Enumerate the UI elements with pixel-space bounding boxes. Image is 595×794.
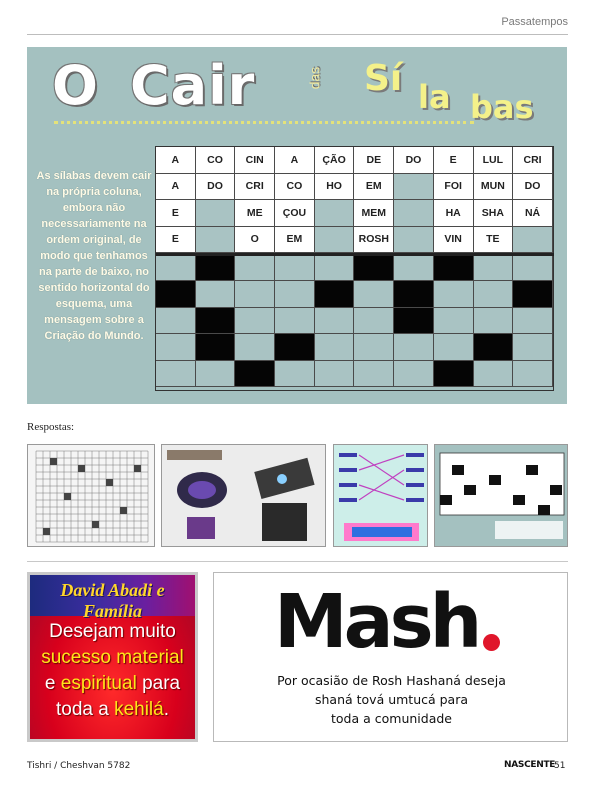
syllable-cell: TE [474, 227, 514, 254]
syllable-cell: CO [275, 174, 315, 201]
crossword-answer-image [28, 445, 155, 547]
puzzle-grid-divider [156, 253, 554, 256]
mash-logo-red-dot [483, 634, 500, 651]
ad-abadi-line-4 [30, 697, 195, 723]
syllable-cell: MEM [354, 200, 394, 227]
puzzle-answer-image [435, 445, 568, 547]
puzzle-instructions: As sílabas devem cair na própria coluna, embora não necessariamente na ordem original, de modo que tenhamos na parte de baixo, no sentido horizontal do esquema, uma mensagem sobre a Criação do Mundo. [36, 170, 152, 342]
syllable-cell: CRI [235, 174, 275, 201]
ad-abadi-line-3c: para [136, 673, 181, 694]
page-number: 51 [554, 761, 566, 771]
syllable-cell: EM [354, 174, 394, 201]
ad-abadi-line-3b: espiritual [60, 673, 137, 694]
title-syllable-si: Sí [364, 58, 403, 99]
title-dotted-line [54, 121, 474, 124]
ad-mash [213, 572, 568, 742]
syllable-cell: A [156, 147, 196, 174]
syllable-cell: DO [196, 174, 236, 201]
ad-abadi-line-2: sucesso material [41, 647, 184, 668]
ad-mash-line-2: shaná tová umtucá para [314, 692, 469, 707]
mid-rule [27, 561, 568, 562]
syllable-cell: ME [235, 200, 275, 227]
syllable-cell: CIN [235, 147, 275, 174]
title-word-o: O [52, 54, 99, 117]
ad-abadi-name: David Abadi e Família [60, 580, 165, 621]
syllable-cell: E [434, 147, 474, 174]
ad-mash-line-3: toda a comunidade [331, 711, 452, 726]
syllable-cell: CRI [513, 147, 553, 174]
syllable-cell: VIN [434, 227, 474, 254]
syllable-cell: HA [434, 200, 474, 227]
syllable-cell: O [235, 227, 275, 254]
syllable-cell: ROSH [354, 227, 394, 254]
answer-thumbnail-illustration [161, 444, 326, 547]
ad-abadi-line-3a: e [44, 673, 61, 694]
syllable-cell: A [156, 174, 196, 201]
ad-mash-line-1: Por ocasião de Rosh Hashaná deseja [277, 673, 506, 688]
answer-thumbnail-crossword [27, 444, 155, 547]
matching-answer-image [334, 445, 428, 547]
syllable-cell: E [156, 200, 196, 227]
footer-issue: Tishri / Cheshvan 5782 [27, 761, 131, 771]
syllable-cell: DE [354, 147, 394, 174]
syllable-cell: CO [196, 147, 236, 174]
title-syllable-la: la [418, 78, 451, 116]
title-syllable-bas: bas [470, 88, 534, 126]
ad-abadi-line-3 [30, 671, 195, 697]
ad-abadi-line-4c: . [163, 699, 170, 720]
answer-thumbnail-puzzle [434, 444, 568, 547]
answers-label: Respostas: [27, 421, 75, 433]
syllable-cell: EM [275, 227, 315, 254]
syllable-cell: MUN [474, 174, 514, 201]
top-rule [27, 34, 568, 35]
ad-abadi-message [30, 619, 195, 723]
ad-mash-message [244, 671, 539, 728]
syllable-cell: NÁ [513, 200, 553, 227]
syllable-cell: HO [315, 174, 355, 201]
syllable-cell: SHA [474, 200, 514, 227]
ad-abadi-line-4b: kehilá [114, 699, 164, 720]
footer-brand-logo: NASCENTE [504, 760, 556, 770]
syllable-cell: E [156, 227, 196, 254]
answer-thumbnail-matching [333, 444, 428, 547]
title-word-cair: Cair [130, 54, 256, 117]
ad-abadi-line-1: Desejam muito [49, 621, 176, 642]
ad-david-abadi [27, 572, 198, 742]
syllable-cell: FOI [434, 174, 474, 201]
syllable-cell: ÇOU [275, 200, 315, 227]
ad-abadi-line-4a: toda a [55, 699, 115, 720]
syllable-cell: A [275, 147, 315, 174]
mash-logo: Mash [274, 579, 479, 665]
section-label: Passatempos [501, 16, 568, 28]
syllable-cell: LUL [474, 147, 514, 174]
syllable-cell: DO [513, 174, 553, 201]
puzzle-grid-frame [155, 146, 554, 391]
syllable-cell: DO [394, 147, 434, 174]
illustration-answer-image [162, 445, 326, 547]
syllable-cell: ÇÃO [315, 147, 355, 174]
title-word-das: das [306, 66, 323, 90]
